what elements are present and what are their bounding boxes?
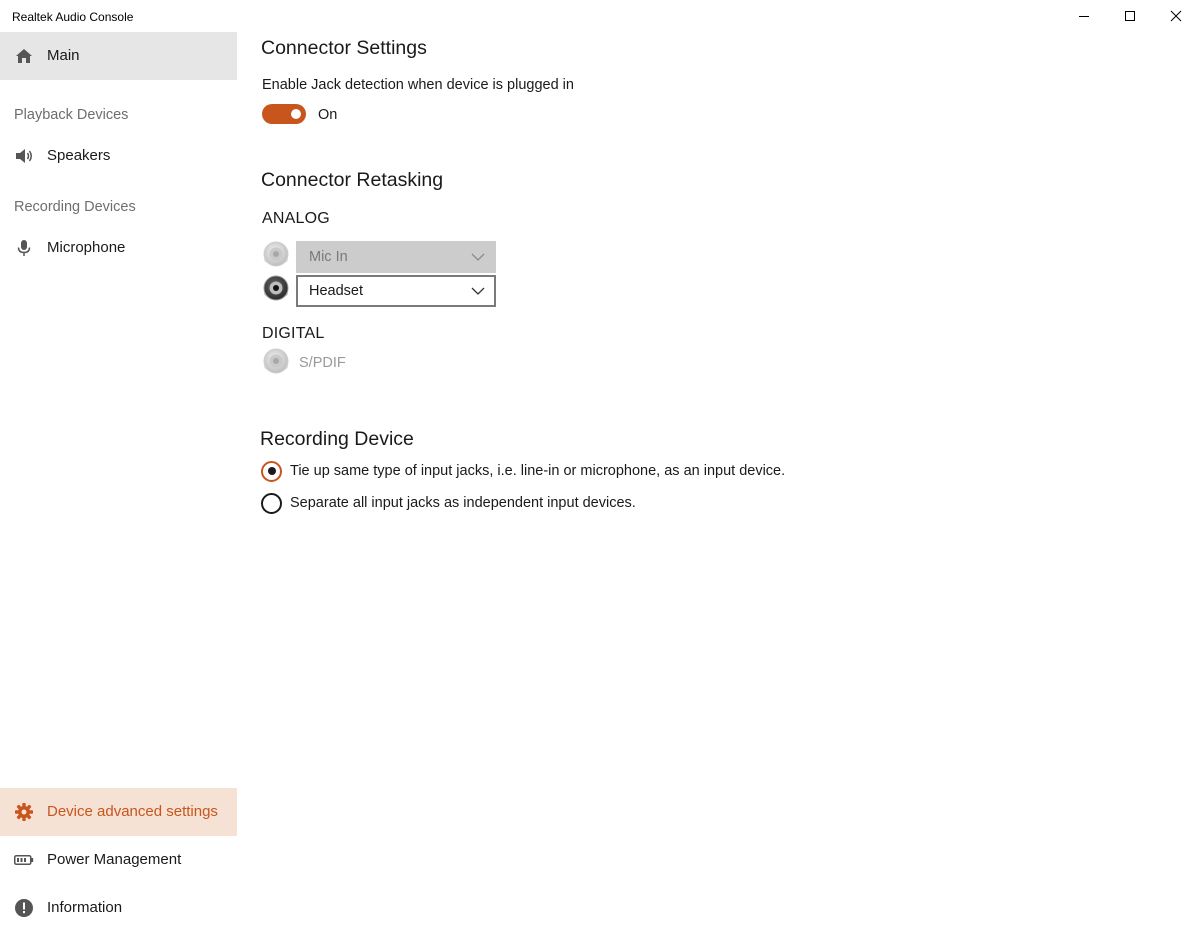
jack-detection-toggle[interactable] [262, 104, 306, 124]
spdif-label: S/PDIF [299, 355, 346, 371]
headset-jack-icon [262, 275, 290, 303]
analog-label: ANALOG [262, 210, 330, 227]
connector-settings-heading: Connector Settings [261, 37, 427, 59]
mic-in-jack-icon [262, 241, 290, 269]
radio-button-checked[interactable] [261, 461, 282, 482]
minimize-button[interactable] [1061, 0, 1107, 32]
sidebar-item-speakers[interactable] [0, 132, 237, 180]
recording-device-heading: Recording Device [260, 428, 414, 450]
microphone-icon [14, 238, 34, 258]
radio-tie-up-input-jacks[interactable] [261, 460, 785, 482]
info-icon [14, 898, 34, 918]
close-button[interactable] [1153, 0, 1199, 32]
sidebar-item-label: Main [47, 47, 80, 64]
maximize-button[interactable] [1107, 0, 1153, 32]
sidebar-item-microphone[interactable] [0, 224, 237, 272]
spdif-jack-icon [262, 348, 290, 376]
chevron-down-icon [471, 252, 485, 262]
speaker-icon [14, 146, 34, 166]
headset-dropdown[interactable] [296, 275, 496, 307]
radio-separate-input-jacks[interactable] [261, 492, 636, 514]
battery-icon [14, 850, 34, 870]
chevron-down-icon [471, 286, 485, 296]
toggle-state-label: On [318, 107, 338, 123]
main-content [237, 32, 1199, 932]
sidebar-item-label: Power Management [47, 851, 182, 868]
sidebar-item-information[interactable] [0, 884, 237, 932]
home-icon [14, 46, 34, 66]
recording-devices-heading: Recording Devices [14, 199, 136, 215]
mic-in-dropdown[interactable] [296, 241, 496, 273]
sidebar-item-label: Information [47, 899, 123, 916]
digital-label: DIGITAL [262, 325, 325, 342]
radio-label: Tie up same type of input jacks, i.e. line-in or microphone, as an input device. [290, 463, 786, 479]
sidebar-item-label: Microphone [47, 239, 126, 256]
sidebar-item-label: Speakers [47, 147, 111, 164]
minimize-icon [1078, 10, 1090, 22]
close-icon [1170, 10, 1182, 22]
radio-button-unchecked[interactable] [261, 493, 282, 514]
mic-in-dropdown-value: Mic In [309, 249, 348, 265]
headset-dropdown-value: Headset [309, 283, 364, 299]
sidebar-item-power-management[interactable] [0, 836, 237, 884]
jack-detection-label: Enable Jack detection when device is plugged in [262, 77, 574, 93]
toggle-knob [291, 109, 301, 119]
sidebar-item-main[interactable] [0, 32, 237, 80]
maximize-icon [1124, 10, 1136, 22]
app-title: Realtek Audio Console [12, 10, 134, 24]
title-bar [0, 0, 1199, 32]
gear-icon [14, 802, 34, 822]
radio-label: Separate all input jacks as independent input devices. [290, 495, 636, 511]
sidebar [0, 32, 237, 932]
sidebar-item-device-advanced-settings[interactable] [0, 788, 237, 836]
playback-devices-heading: Playback Devices [14, 107, 129, 123]
sidebar-item-label: Device advanced settings [47, 803, 218, 820]
connector-retasking-heading: Connector Retasking [261, 169, 444, 191]
